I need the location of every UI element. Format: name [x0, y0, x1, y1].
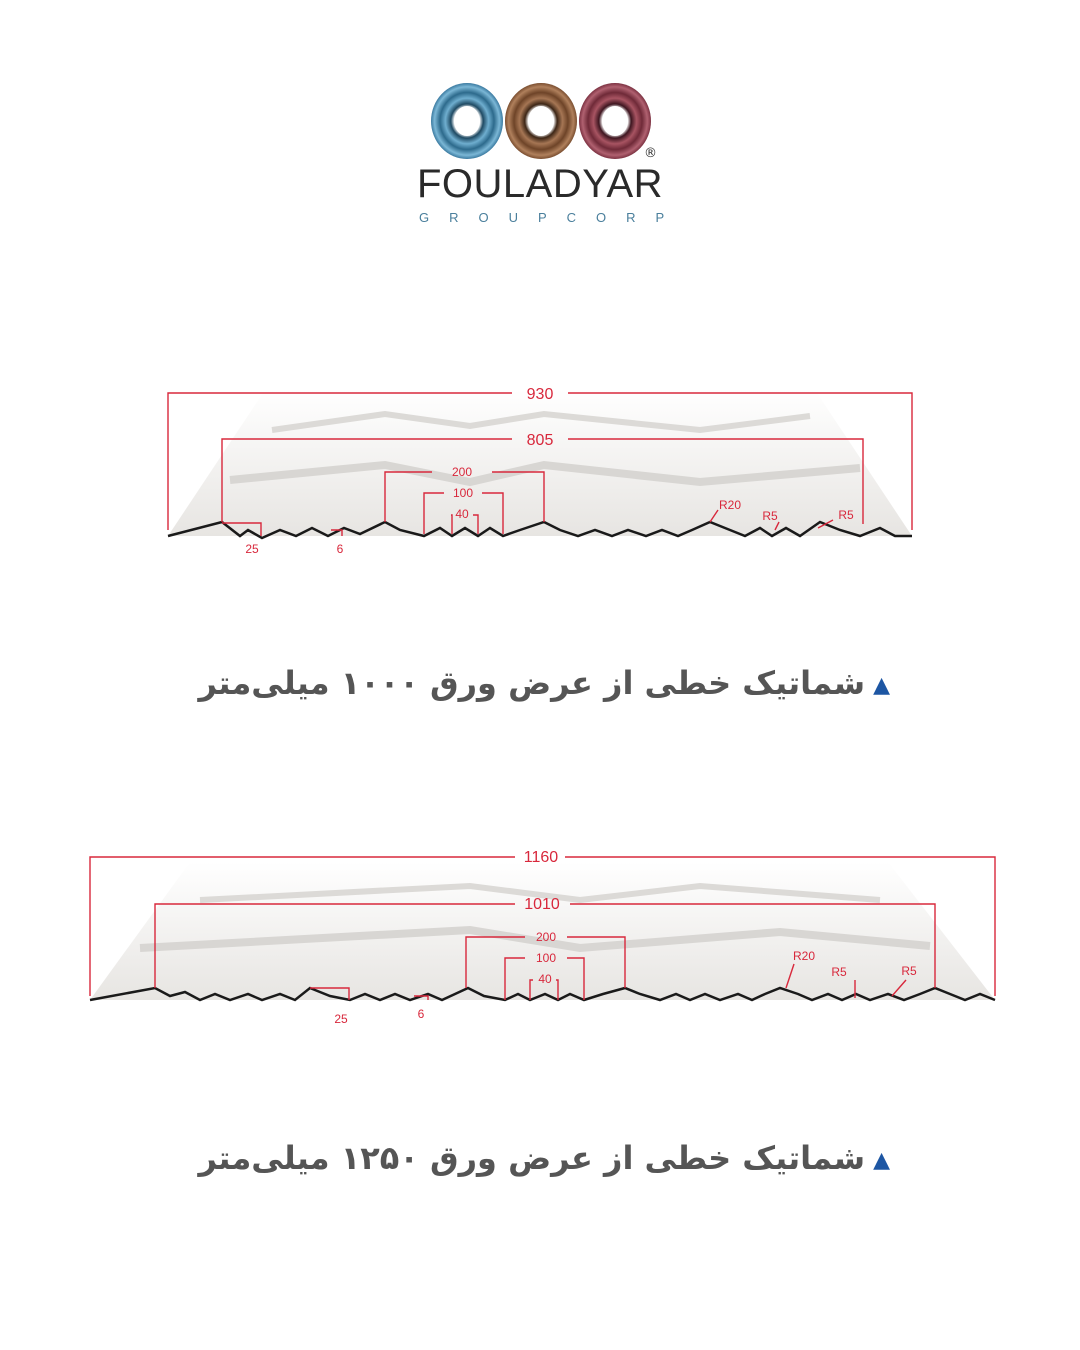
dimension-label: 805	[526, 432, 554, 449]
dimension-label: 930	[526, 386, 554, 403]
caption-1250	[150, 1139, 890, 1177]
dimension-label: 100	[452, 486, 474, 500]
dimension-label: R5	[838, 508, 854, 522]
profile-diagram-1250	[0, 830, 1080, 1030]
dimension-label: 200	[451, 465, 473, 479]
brand-name: FOULADYAR	[416, 162, 664, 206]
dimension-label: 25	[334, 1012, 348, 1026]
dimension-label: 40	[455, 507, 469, 521]
triangle-marker-icon: ▲	[873, 1147, 890, 1173]
triangle-marker-icon: ▲	[873, 672, 890, 698]
coil-rings-icon	[0, 0, 1080, 160]
dimension-label: 1160	[523, 849, 559, 866]
dimension-label: R5	[831, 965, 847, 979]
brand-logo	[0, 0, 1080, 240]
dimension-label: 6	[417, 1007, 425, 1021]
dimension-label: 25	[245, 542, 259, 556]
caption-text: شماتیک خطی از عرض ورق ۱۲۵۰ میلی‌متر	[198, 1139, 866, 1177]
caption-text: شماتیک خطی از عرض ورق ۱۰۰۰ میلی‌متر	[198, 664, 866, 702]
caption-1000	[150, 664, 890, 702]
dimension-label: 40	[538, 972, 552, 986]
dimension-label: R20	[718, 498, 742, 512]
dimension-label: R5	[762, 509, 778, 523]
dimension-label: 1010	[524, 896, 560, 913]
registered-mark: ®	[644, 146, 657, 161]
dimension-label: 6	[336, 542, 344, 556]
dimension-label: R5	[901, 964, 917, 978]
dimension-label: R20	[792, 949, 816, 963]
profile-diagram-1000	[0, 370, 1080, 570]
brand-subtitle: GROUPCORP	[419, 210, 685, 225]
dimension-label: 100	[535, 951, 557, 965]
dimension-label: 200	[535, 930, 557, 944]
